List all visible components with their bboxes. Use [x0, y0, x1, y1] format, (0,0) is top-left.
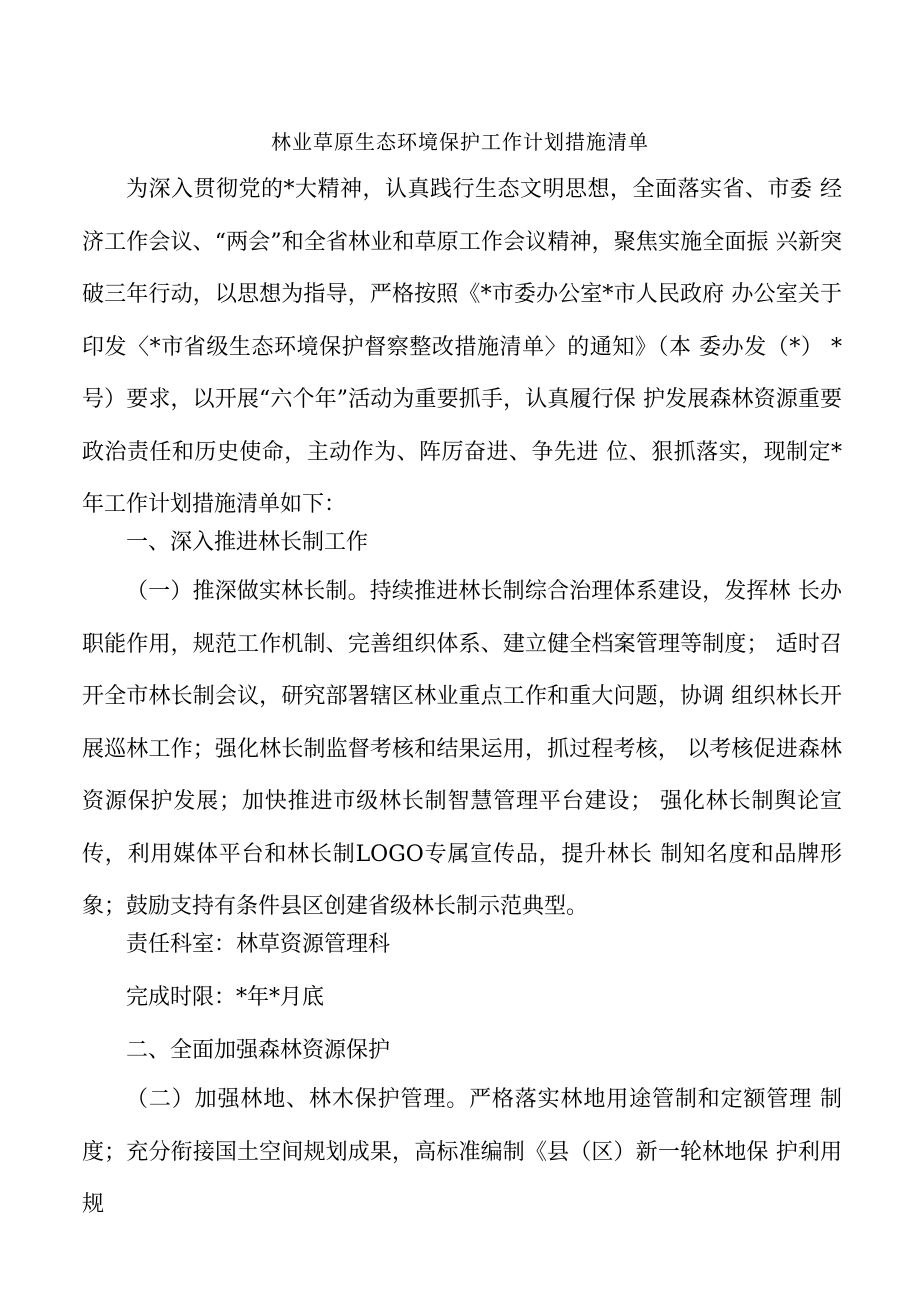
responsible-department: 责任科室：林草资源管理科: [126, 932, 391, 957]
intro-paragraph: 为深入贯彻党的*大精神，认真践行生态文明思想，全面落实省、市委 经济工作会议、“两会”和全省林业和草原工作会议精神，聚焦实施全面振 兴新突破三年行动，以思想为指导，严格按照《*市委办公室*市人民政府 办公室关于印发〈*市省级生态环境保护督察整改措施清单〉的通知》（本 委办发（*） *号）要求，以开展“六个年”活动为重要抓手，认真履行保 护发展森林资源重要政治责任和历史使命，主动作为、阵厉奋进、争先进 位、狠抓落实，现制定*年工作计划措施清单如下：: [82, 177, 842, 517]
item-2-paragraph: （二）加强林地、林木保护管理。严格落实林地用途管制和定额管理 制度；充分衔接国土空间规划成果，高标准编制《县（区）新一轮林地保 护利用规: [82, 1087, 842, 1217]
item-1-paragraph: （一）推深做实林长制。持续推进林长制综合治理体系建设，发挥林 长办职能作用，规范工作机制、完善组织体系、建立健全档案管理等制度； 适时召开全市林长制会议，研究部署辖区林业重点工作和重大问题，协调 组织林长开展巡林工作；强化林长制监督考核和结果运用，抓过程考核， 以考核促进森林资源保护发展；加快推进市级林长制智慧管理平台建设； 强化林长制舆论宣传，利用媒体平台和林长制LOGO专属宣传品，提升林长 制知名度和品牌形象；鼓励支持有条件县区创建省级林长制示范典型。: [82, 579, 842, 919]
section-heading-2: 二、全面加强森林资源保护: [126, 1038, 391, 1063]
document-title: 林业草原生态环境保护工作计划措施清单: [271, 130, 649, 154]
completion-deadline: 完成时限：*年*月底: [126, 985, 325, 1010]
section-heading-1: 一、深入推进林长制工作: [126, 530, 369, 555]
